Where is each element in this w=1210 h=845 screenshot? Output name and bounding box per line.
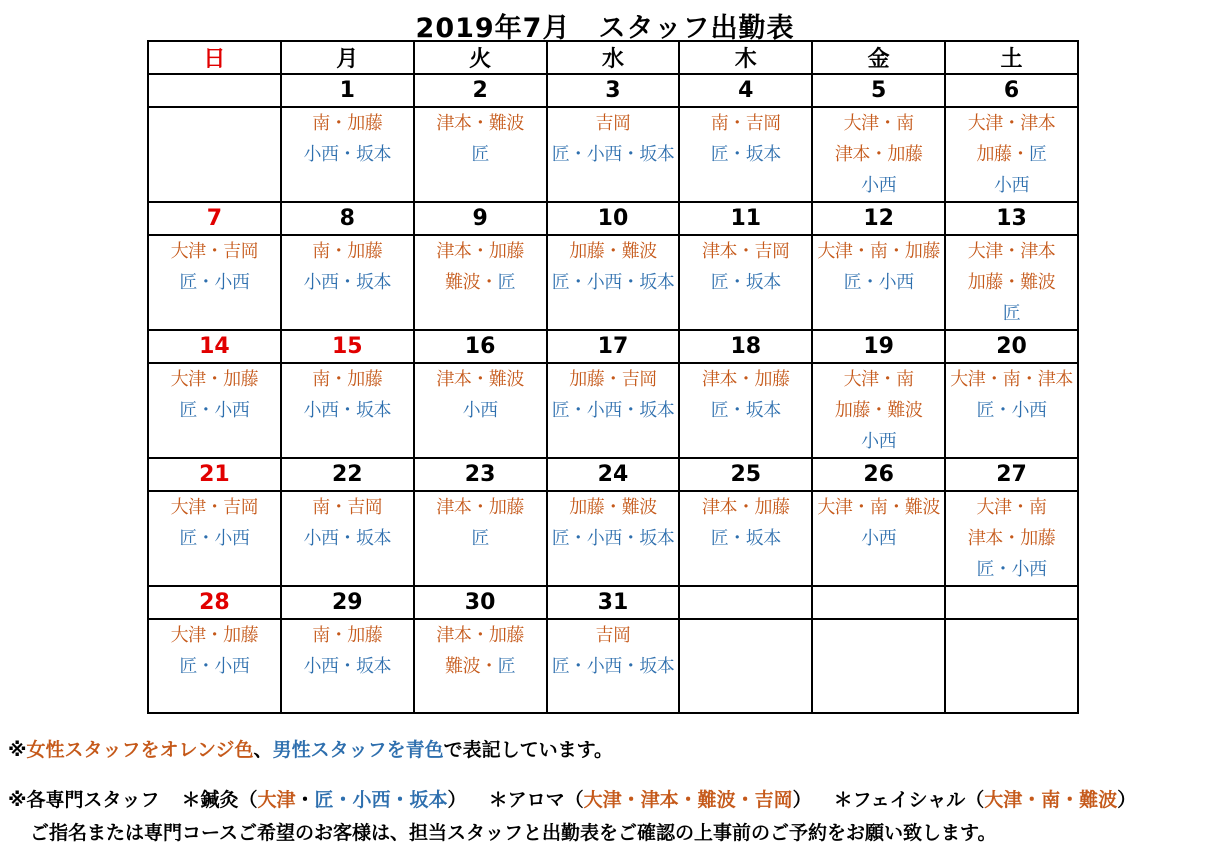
- staff-line: [415, 620, 546, 651]
- day-staff-cell: [281, 107, 414, 202]
- female-staff-names: 加藤・難波: [569, 497, 657, 518]
- male-staff-names: 匠: [471, 144, 489, 165]
- day-staff-cell: [414, 235, 547, 330]
- female-staff-names: 津本・加藤: [436, 625, 524, 646]
- day-number: 8: [281, 202, 414, 235]
- day-staff-cell: [281, 619, 414, 713]
- day-number: 12: [812, 202, 945, 235]
- day-number: 10: [547, 202, 680, 235]
- female-staff-names: 加藤・難波: [834, 400, 923, 421]
- female-staff-names: 津本・加藤: [436, 497, 524, 518]
- staff-line: [548, 395, 679, 426]
- day-staff-cell: [547, 619, 680, 713]
- note-text: ※各専門スタッフ: [8, 789, 160, 811]
- note-text: ）: [1117, 789, 1137, 811]
- staff-line: [149, 492, 280, 523]
- staff-line: [813, 426, 944, 457]
- day-staff-cell: [281, 491, 414, 586]
- male-staff-names: 匠・小西・坂本: [551, 272, 675, 293]
- male-staff-names: 匠・小西・坂本: [551, 656, 675, 677]
- day-number: 14: [148, 330, 281, 363]
- female-staff-names: 南・加藤: [312, 625, 383, 646]
- female-staff-names: 大津・南: [976, 497, 1047, 518]
- day-staff-cell: [414, 491, 547, 586]
- day-staff-cell: [414, 619, 547, 713]
- male-staff-names: 匠・小西: [179, 528, 250, 549]
- day-staff-cell: [812, 107, 945, 202]
- day-number: 21: [148, 458, 281, 491]
- staff-line: [415, 108, 546, 139]
- staff-line: [813, 492, 944, 523]
- weekday-header-row: [148, 41, 1078, 74]
- day-number: 24: [547, 458, 680, 491]
- staff-line: [680, 523, 811, 554]
- staff-line: [680, 395, 811, 426]
- male-staff-names: 匠・坂本: [710, 144, 781, 165]
- day-number: 7: [148, 202, 281, 235]
- day-staff-cell: [945, 363, 1078, 458]
- staff-line: [813, 236, 944, 267]
- day-number: 18: [679, 330, 812, 363]
- day-number: 26: [812, 458, 945, 491]
- female-staff-names: 津本・加藤: [702, 497, 790, 518]
- female-staff-names: 南・吉岡: [312, 497, 383, 518]
- day-number: 23: [414, 458, 547, 491]
- day-number: 5: [812, 74, 945, 107]
- female-staff-names: 南・加藤: [312, 369, 383, 390]
- day-number: [148, 74, 281, 107]
- staff-line: [946, 236, 1077, 267]
- male-staff-text: 匠・小西・坂本: [314, 789, 448, 811]
- staff-line: [813, 108, 944, 139]
- staff-line: [149, 267, 280, 298]
- weekday-header: 水: [547, 41, 680, 74]
- male-staff-names: 匠・小西・坂本: [551, 528, 675, 549]
- staff-line: [415, 364, 546, 395]
- day-number: 13: [945, 202, 1078, 235]
- date-row: [148, 74, 1078, 107]
- staff-line: [680, 492, 811, 523]
- day-staff-cell: [547, 491, 680, 586]
- day-number: 4: [679, 74, 812, 107]
- staff-line: [548, 651, 679, 682]
- day-staff-cell: [679, 107, 812, 202]
- staff-line: [548, 108, 679, 139]
- staff-line: [813, 170, 944, 201]
- date-row: [148, 586, 1078, 619]
- male-staff-names: 匠: [1002, 303, 1021, 324]
- staff-line: [415, 492, 546, 523]
- male-staff-names: 匠・小西: [179, 400, 250, 421]
- female-staff-names: 大津・加藤: [170, 369, 259, 390]
- staff-line: [813, 139, 944, 170]
- weekday-header: 月: [281, 41, 414, 74]
- male-staff-names: 匠・小西・坂本: [551, 400, 675, 421]
- male-staff-names: 小西・坂本: [303, 272, 392, 293]
- day-number: 30: [414, 586, 547, 619]
- staff-line: [946, 364, 1077, 395]
- staff-line: [282, 523, 413, 554]
- female-staff-names: 吉岡: [595, 625, 631, 646]
- staff-line: [548, 492, 679, 523]
- female-staff-text: 大津: [257, 789, 296, 811]
- staff-line: [282, 651, 413, 682]
- day-number: [945, 586, 1078, 619]
- staff-line: [282, 108, 413, 139]
- reservation-note: ご指名または専門コースご希望のお客様は、担当スタッフと出勤表をご確認の上事前のご予約をお願い致します。: [30, 822, 997, 844]
- female-staff-names: 難波・: [445, 656, 498, 677]
- female-staff-names: 津本・吉岡: [702, 241, 790, 262]
- day-staff-cell: [679, 363, 812, 458]
- day-number: 17: [547, 330, 680, 363]
- staff-line: [149, 236, 280, 267]
- staff-line: [946, 267, 1077, 298]
- day-staff-cell: [148, 363, 281, 458]
- female-staff-names: 津本・難波: [436, 113, 524, 134]
- day-number: 25: [679, 458, 812, 491]
- female-staff-names: 大津・吉岡: [170, 497, 259, 518]
- female-staff-names: 津本・加藤: [967, 528, 1056, 549]
- staff-line: [946, 395, 1077, 426]
- note-text: 、: [253, 739, 273, 761]
- day-number: 11: [679, 202, 812, 235]
- day-staff-cell: [679, 235, 812, 330]
- day-staff-cell: [812, 235, 945, 330]
- staff-line: [415, 267, 546, 298]
- staff-line: [946, 298, 1077, 329]
- staff-line: [548, 364, 679, 395]
- male-staff-names: 小西・坂本: [303, 656, 392, 677]
- day-staff-cell: [281, 363, 414, 458]
- day-number: 31: [547, 586, 680, 619]
- day-number: [679, 586, 812, 619]
- staff-row: [148, 107, 1078, 202]
- female-staff-names: 吉岡: [595, 113, 631, 134]
- staff-line: [813, 364, 944, 395]
- male-staff-names: 匠: [471, 528, 489, 549]
- staff-line: [282, 236, 413, 267]
- day-staff-cell: [679, 491, 812, 586]
- day-staff-cell: [679, 619, 812, 713]
- note-text: で表記しています。: [443, 739, 614, 761]
- day-number: 1: [281, 74, 414, 107]
- female-staff-names: 加藤・難波: [967, 272, 1056, 293]
- staff-line: [149, 395, 280, 426]
- note-text: ＊鍼灸（: [181, 789, 258, 811]
- female-staff-names: 大津・南・難波: [817, 497, 940, 518]
- day-number: 20: [945, 330, 1078, 363]
- male-staff-names: 小西・坂本: [303, 528, 392, 549]
- day-number: 9: [414, 202, 547, 235]
- note-text: ※: [8, 739, 27, 761]
- note-text: ＊アロマ（: [488, 789, 584, 811]
- day-number: 28: [148, 586, 281, 619]
- day-number: 22: [281, 458, 414, 491]
- day-number: 27: [945, 458, 1078, 491]
- staff-line: [680, 139, 811, 170]
- staff-line: [813, 395, 944, 426]
- male-staff-names: 匠・小西: [843, 272, 914, 293]
- female-staff-names: 大津・南: [843, 369, 914, 390]
- male-staff-names: 小西: [861, 528, 897, 549]
- female-staff-names: 加藤・: [976, 144, 1030, 165]
- staff-line: [282, 620, 413, 651]
- staff-line: [680, 267, 811, 298]
- page-title: 2019年7月 スタッフ出勤表: [415, 13, 795, 44]
- weekday-header: 日: [148, 41, 281, 74]
- day-staff-cell: [945, 491, 1078, 586]
- female-staff-names: 大津・南・加藤: [817, 241, 940, 262]
- male-staff-names: 匠・小西・坂本: [551, 144, 675, 165]
- staff-line: [415, 651, 546, 682]
- staff-line: [415, 236, 546, 267]
- staff-line: [548, 139, 679, 170]
- male-staff-names: 小西: [861, 175, 897, 196]
- day-staff-cell: [812, 363, 945, 458]
- female-staff-names: 加藤・難波: [569, 241, 657, 262]
- male-staff-names: 匠・小西: [976, 559, 1047, 580]
- male-staff-names: 小西: [462, 400, 498, 421]
- female-staff-names: 南・加藤: [312, 241, 383, 262]
- weekday-header: 土: [945, 41, 1078, 74]
- day-number: 3: [547, 74, 680, 107]
- male-staff-names: 匠・坂本: [710, 400, 781, 421]
- staff-line: [282, 395, 413, 426]
- staff-line: [149, 364, 280, 395]
- male-staff-names: 小西・坂本: [303, 144, 392, 165]
- day-staff-cell: [812, 491, 945, 586]
- staff-line: [282, 139, 413, 170]
- female-staff-names: 大津・吉岡: [170, 241, 259, 262]
- day-staff-cell: [148, 491, 281, 586]
- staff-line: [813, 523, 944, 554]
- day-number: 29: [281, 586, 414, 619]
- staff-line: [282, 492, 413, 523]
- male-staff-names: 匠: [497, 272, 516, 293]
- female-staff-names: 津本・加藤: [834, 144, 923, 165]
- female-staff-names: 津本・加藤: [702, 369, 790, 390]
- male-staff-names: 匠・坂本: [710, 272, 781, 293]
- date-row: [148, 202, 1078, 235]
- day-staff-cell: [547, 235, 680, 330]
- day-staff-cell: [945, 619, 1078, 713]
- day-staff-cell: [414, 107, 547, 202]
- weekday-header: 火: [414, 41, 547, 74]
- staff-line: [946, 523, 1077, 554]
- female-staff-names: 南・加藤: [312, 113, 383, 134]
- staff-line: [282, 267, 413, 298]
- day-staff-cell: [945, 235, 1078, 330]
- day-staff-cell: [547, 107, 680, 202]
- day-staff-cell: [148, 619, 281, 713]
- female-staff-names: 難波・: [445, 272, 498, 293]
- weekday-header: 金: [812, 41, 945, 74]
- staff-row: [148, 363, 1078, 458]
- male-staff-names: 匠: [497, 656, 516, 677]
- male-staff-names: 匠・小西: [179, 272, 250, 293]
- male-staff-names: 匠・小西: [976, 400, 1047, 421]
- day-number: [812, 586, 945, 619]
- female-staff-names: 加藤・吉岡: [569, 369, 657, 390]
- staff-line: [946, 108, 1077, 139]
- female-staff-names: 大津・加藤: [170, 625, 259, 646]
- female-staff-names: 津本・難波: [436, 369, 524, 390]
- note-text: ）: [792, 789, 812, 811]
- staff-line: [415, 395, 546, 426]
- specialist-staff-note: [8, 785, 1136, 812]
- staff-line: [149, 620, 280, 651]
- day-number: 19: [812, 330, 945, 363]
- day-staff-cell: [945, 107, 1078, 202]
- day-staff-cell: [148, 107, 281, 202]
- staff-line: [680, 364, 811, 395]
- male-staff-names: 匠・坂本: [710, 528, 781, 549]
- note-text: ・: [295, 789, 315, 811]
- staff-row: [148, 235, 1078, 330]
- day-number: 6: [945, 74, 1078, 107]
- date-row: [148, 458, 1078, 491]
- staff-line: [415, 139, 546, 170]
- staff-row: [148, 619, 1078, 713]
- staff-line: [149, 651, 280, 682]
- day-staff-cell: [812, 619, 945, 713]
- day-staff-cell: [281, 235, 414, 330]
- staff-line: [813, 267, 944, 298]
- day-staff-cell: [414, 363, 547, 458]
- staff-row: [148, 491, 1078, 586]
- female-staff-names: 大津・南: [843, 113, 914, 134]
- staff-line: [946, 492, 1077, 523]
- note-text: ）: [447, 789, 467, 811]
- staff-line: [149, 523, 280, 554]
- female-staff-text: 大津・南・難波: [984, 789, 1118, 811]
- female-staff-names: 南・吉岡: [710, 113, 781, 134]
- staff-line: [548, 620, 679, 651]
- female-staff-names: 大津・南・津本: [950, 369, 1073, 390]
- day-staff-cell: [148, 235, 281, 330]
- male-staff-names: 小西・坂本: [303, 400, 392, 421]
- staff-line: [946, 554, 1077, 585]
- male-staff-names: 匠: [1029, 144, 1047, 165]
- weekday-header: 木: [679, 41, 812, 74]
- date-row: [148, 330, 1078, 363]
- male-staff-names: 小西: [861, 431, 897, 452]
- staff-line: [415, 523, 546, 554]
- day-number: 16: [414, 330, 547, 363]
- day-staff-cell: [547, 363, 680, 458]
- male-staff-text: 男性スタッフを青色: [272, 739, 444, 761]
- color-legend-note: [8, 735, 613, 762]
- staff-line: [680, 236, 811, 267]
- male-staff-names: 匠・小西: [179, 656, 250, 677]
- female-staff-names: 大津・津本: [967, 241, 1056, 262]
- female-staff-names: 津本・加藤: [436, 241, 524, 262]
- staff-line: [548, 523, 679, 554]
- staff-line: [282, 364, 413, 395]
- staff-line: [548, 267, 679, 298]
- male-staff-names: 小西: [994, 175, 1030, 196]
- day-number: 2: [414, 74, 547, 107]
- day-number: 15: [281, 330, 414, 363]
- female-staff-names: 大津・津本: [967, 113, 1056, 134]
- female-staff-text: 大津・津本・難波・吉岡: [583, 789, 793, 811]
- staff-line: [680, 108, 811, 139]
- note-text: ＊フェイシャル（: [833, 789, 985, 811]
- staff-line: [946, 170, 1077, 201]
- staff-schedule-calendar: [147, 40, 1079, 714]
- staff-line: [946, 139, 1077, 170]
- female-staff-text: 女性スタッフをオレンジ色: [26, 739, 254, 761]
- staff-line: [548, 236, 679, 267]
